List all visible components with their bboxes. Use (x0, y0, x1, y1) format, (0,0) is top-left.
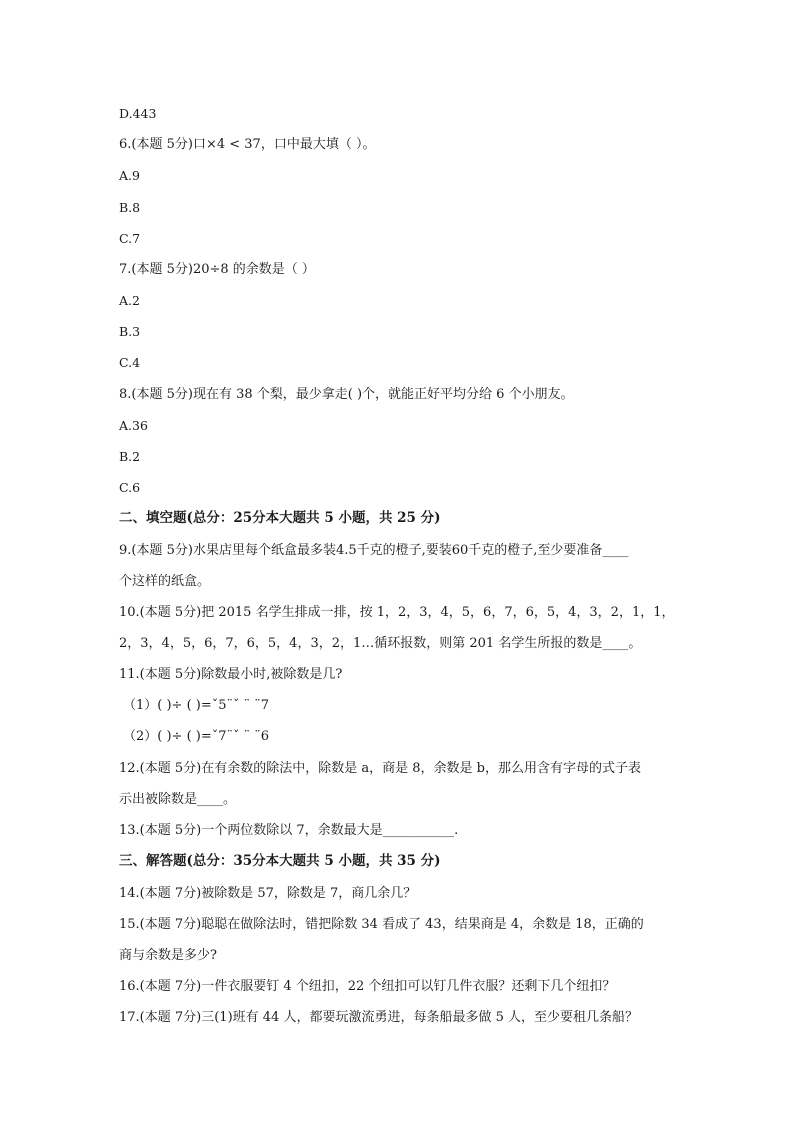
question-12: 12.(本题 5分)在有余数的除法中，除数是 a，商是 8，余数是 b，那么用含有字母的式子表 (119, 761, 641, 776)
question-13: 13.(本题 5分)一个两位数除以 7，余数最大是___________. (119, 823, 459, 838)
option-a: A.9 (119, 168, 140, 183)
question-10: 10.(本题 5分)把 2015 名学生排成一排，按 1，2，3，4，5，6，7，6，5，4，3，2，1，1， (119, 605, 675, 620)
option-a: A.2 (119, 293, 140, 308)
question-6: 6.(本题 5分)口×4 < 37，口中最大填（ ）。 (119, 137, 376, 152)
question-15-cont: 商与余数是多少? (119, 948, 217, 963)
question-7: 7.(本题 5分)20÷8 的余数是（ ） (119, 262, 315, 277)
question-8: 8.(本题 5分)现在有 38 个梨，最少拿走( )个，就能正好平均分给 6 个小朋友。 (119, 387, 574, 402)
question-11: 11.(本题 5分)除数最小时,被除数是几? (119, 667, 343, 682)
option-b: B.8 (119, 200, 141, 215)
option-d-443: D.443 (119, 106, 157, 121)
question-11-part-2: （2）( )÷ ( )=ˇ7¨ˇ ¨ ¨6 (123, 729, 270, 744)
question-9-cont: 个这样的纸盒。 (119, 574, 211, 589)
question-15: 15.(本题 7分)聪聪在做除法时，错把除数 34 看成了 43，结果商是 4，余数是 18，正确的 (119, 917, 644, 932)
question-11-part-1: （1）( )÷ ( )=ˇ5¨ˇ ¨ ¨7 (123, 698, 270, 713)
option-c: C.4 (119, 355, 141, 370)
question-9: 9.(本题 5分)水果店里每个纸盒最多装4.5千克的橙子,要装60千克的橙子,至少要准备____ (119, 543, 629, 558)
option-b: B.3 (119, 324, 141, 339)
section-heading-fill-in: 二、填空题(总分：25分本大题共 5 小题，共 25 分) (119, 510, 441, 526)
question-10-cont: 2，3，4，5，6，7，6，5，4，3，2，1…循环报数，则第 201 名学生所报的数是____。 (119, 636, 642, 651)
option-c: C.7 (119, 231, 141, 246)
option-c: C.6 (119, 480, 141, 495)
question-14: 14.(本题 7分)被除数是 57，除数是 7，商几余几？ (119, 886, 417, 901)
question-12-cont: 示出被除数是____。 (119, 792, 237, 807)
question-17: 17.(本题 7分)三(1)班有 44 人，都要玩激流勇进，每条船最多做 5 人，至少要租几条船？ (119, 1010, 638, 1025)
question-16: 16.(本题 7分)一件衣服要钉 4 个纽扣，22 个纽扣可以钉几件衣服？还剩下几个纽扣？ (119, 979, 616, 994)
section-heading-solve: 三、解答题(总分：35分本大题共 5 小题，共 35 分) (119, 853, 441, 869)
option-a: A.36 (119, 418, 148, 433)
option-b: B.2 (119, 449, 141, 464)
